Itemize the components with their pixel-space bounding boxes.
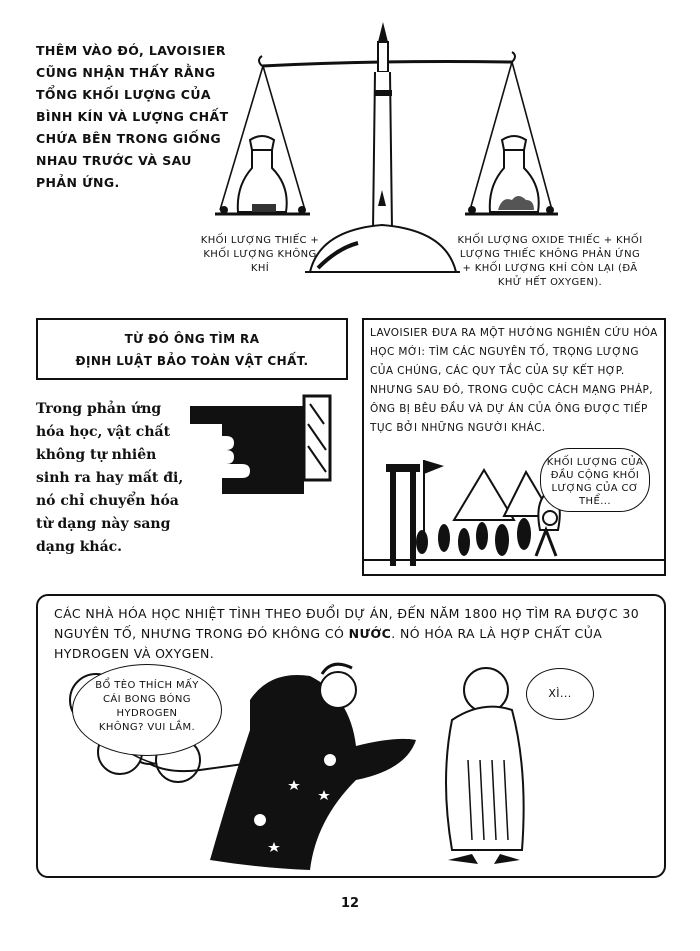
bottom-caption-text-2: . NÓ HÓA RA LÀ HỢP CHẤT CỦA HYDROGEN VÀ OXYGEN. <box>54 626 603 661</box>
law-title-line1: TỪ ĐÓ ÔNG TÌM RA <box>124 332 260 346</box>
wizard-speech-bubble: BỔ TÈO THÍCH MẤY CÁI BONG BÓNG HYDROGEN KHÔNG? VUI LẮM. <box>72 664 222 756</box>
man-speech-bubble: XÌ... <box>526 668 594 720</box>
bottom-caption-emphasis: NƯỚC <box>348 626 392 641</box>
left-pan-label: KHỐI LƯỢNG THIẾC + KHỐI LƯỢNG KHÔNG KHÍ <box>200 235 320 274</box>
bottom-caption-text-1: CÁC NHÀ HÓA HỌC NHIỆT TÌNH THEO ĐUỔI DỰ ÁN, ĐẾN NĂM 1800 HỌ TÌM RA ĐƯỢC 30 NGUYÊN TỐ, NHƯNG TRONG ĐÓ KHÔNG CÓ <box>54 606 640 641</box>
right-pan-label: KHỐI LƯỢNG OXIDE THIẾC + KHỐI LƯỢNG THIẾC KHÔNG PHẢN ỨNG + KHỐI LƯỢNG KHÍ CÒN LẠI (ĐÃ KHỬ HẾT OXYGEN). <box>457 235 643 288</box>
revolution-caption: LAVOISIER ĐƯA RA MỘT HƯỚNG NGHIÊN CỨU HÓA HỌC MỚI: TÌM CÁC NGUYÊN TỐ, TRỌNG LƯỢNG CỦA CHÚNG, CÁC QUY TẮC CỦA SỰ KẾT HỢP. NHƯNG SAU ĐÓ, TRONG CUỘC CÁCH MẠNG PHÁP, ÔNG BỊ BÊU ĐẦU VÀ DỰ ÁN CỦA ÔNG ĐƯỢC TIẾP TỤC BỞI NHỮNG NGƯỜI KHÁC. <box>370 327 658 434</box>
law-title-line2: ĐỊNH LUẬT BẢO TOÀN VẬT CHẤT. <box>75 354 309 368</box>
law-statement: Trong phản ứng hóa học, vật chất không tự nhiên sinh ra hay mất đi, nó chỉ chuyển hóa từ dạng này sang dạng khác. <box>36 401 184 555</box>
revolution-speech-bubble: KHỐI LƯỢNG CỦA ĐẦU CỘNG KHỐI LƯỢNG CỦA CƠ THỂ... <box>540 448 650 512</box>
intro-caption: THÊM VÀO ĐÓ, LAVOISIER CŨNG NHẬN THẤY RẰNG TỔNG KHỐI LƯỢNG CỦA BÌNH KÍN VÀ LƯỢNG CHẤT CHỨA BÊN TRONG GIỐNG NHAU TRƯỚC VÀ SAU PHẢN ỨNG. <box>36 43 229 190</box>
page-number: 12 <box>340 896 360 911</box>
